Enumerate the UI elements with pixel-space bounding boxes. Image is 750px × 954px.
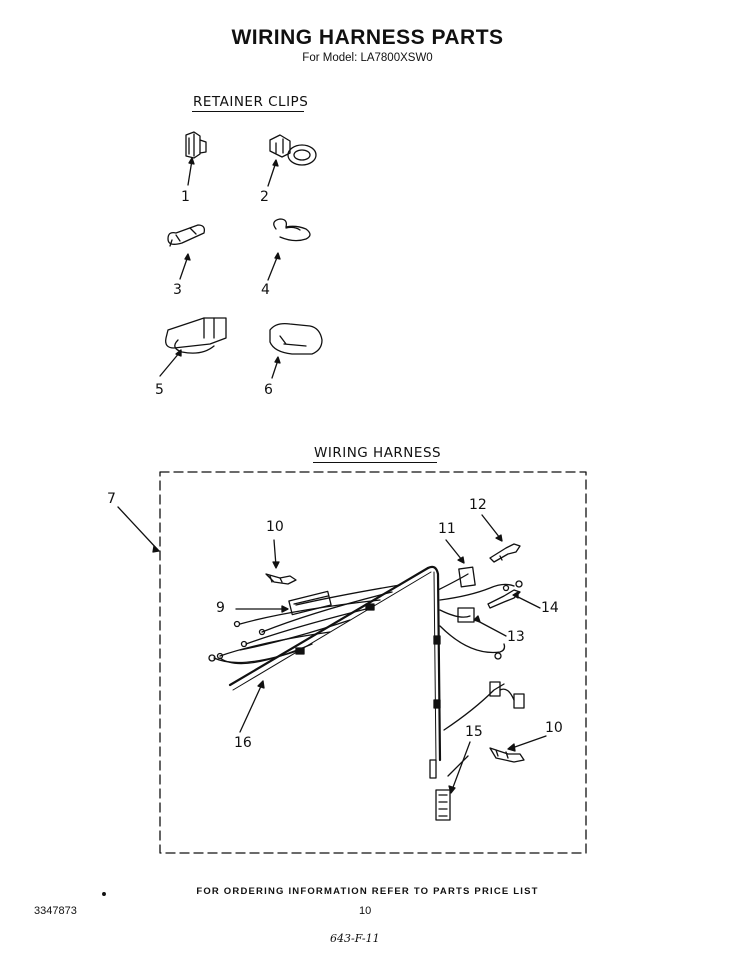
terminal-10-upper: [266, 574, 296, 584]
callout-12: 12: [469, 497, 487, 513]
callout-4: 4: [261, 282, 270, 298]
retainer-clip-1: [186, 132, 206, 158]
wire-right-ab: [500, 689, 514, 700]
arrowhead-9: [282, 606, 288, 612]
retainer-clip-2: [270, 135, 316, 165]
arrowhead-14: [513, 592, 518, 598]
connector-11: [459, 567, 475, 587]
connector-9: [289, 591, 331, 614]
retainer-clips-heading: RETAINER CLIPS: [193, 94, 309, 110]
connector-right-b: [514, 694, 524, 708]
arrowhead-10-lower: [508, 744, 515, 751]
callout-9: 9: [216, 600, 225, 616]
harness-right-branches: [438, 574, 522, 776]
page-number: 10: [359, 905, 372, 917]
leader-11: [446, 540, 462, 560]
callout-11: 11: [438, 521, 456, 537]
arrowhead-2: [273, 160, 278, 166]
leader-10-lower: [512, 736, 546, 748]
leader-12: [482, 515, 500, 538]
connector-15: [430, 760, 450, 820]
document-number: 3347873: [34, 905, 77, 917]
page-title: WIRING HARNESS PARTS: [231, 26, 504, 49]
terminal-10-lower: [490, 748, 524, 762]
callout-10-lower: 10: [545, 720, 563, 736]
callout-14: 14: [541, 600, 559, 616]
callout-15: 15: [465, 724, 483, 740]
callout-3: 3: [173, 282, 182, 298]
wiring-harness-heading: WIRING HARNESS: [314, 445, 442, 461]
arrow-5: [160, 352, 180, 376]
terminal-14: [488, 590, 520, 608]
retainer-clip-3: [168, 225, 204, 246]
arrowhead-11: [458, 557, 464, 563]
arrowhead-12: [496, 535, 502, 541]
retainer-clip-6: [270, 324, 322, 354]
arrowhead-4: [275, 253, 280, 259]
ordering-note: FOR ORDERING INFORMATION REFER TO PARTS PRICE LIST: [196, 886, 539, 897]
arrowhead-10-upper: [273, 562, 279, 568]
terminal-12: [490, 544, 520, 562]
leader-7: [118, 507, 158, 550]
callout-6: 6: [264, 382, 273, 398]
arrowhead-16: [258, 681, 264, 688]
handwritten-code: 643-F-11: [330, 932, 380, 945]
callout-13: 13: [507, 629, 525, 645]
arrowhead-13: [474, 616, 480, 622]
callout-7: 7: [107, 491, 116, 507]
retainer-clip-4: [274, 219, 310, 241]
model-subtitle: For Model: LA7800XSW0: [302, 52, 433, 64]
leader-16: [240, 684, 262, 732]
callout-16: 16: [234, 735, 252, 751]
arrowhead-1: [189, 158, 194, 164]
arrowhead-3: [185, 254, 190, 260]
arrowhead-6: [275, 357, 280, 363]
connector-13: [458, 608, 474, 622]
leader-15: [452, 742, 470, 790]
callout-2: 2: [260, 189, 269, 205]
callout-5: 5: [155, 382, 164, 398]
callout-1: 1: [181, 189, 190, 205]
retainer-clip-5: [166, 318, 226, 353]
harness-dashed-border: [160, 472, 586, 853]
callout-10-upper: 10: [266, 519, 284, 535]
leader-14: [516, 596, 540, 608]
